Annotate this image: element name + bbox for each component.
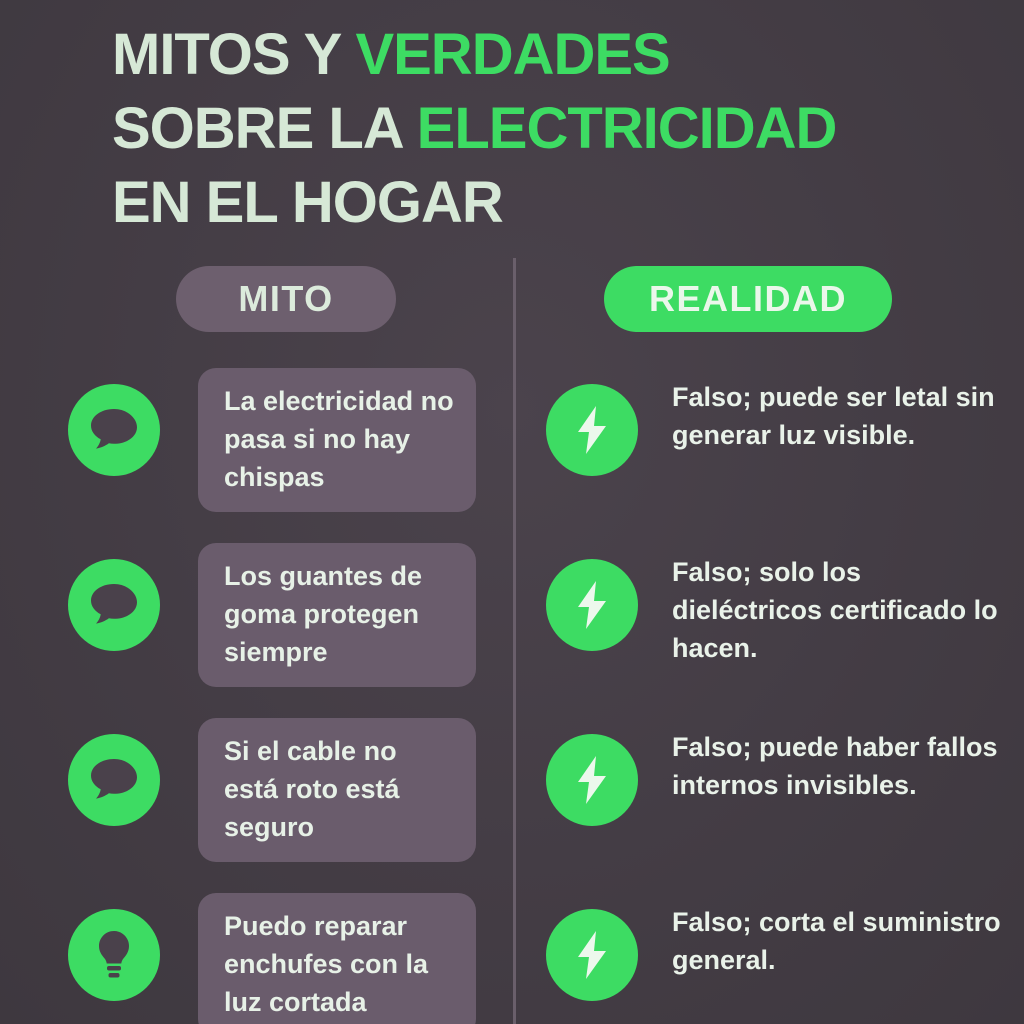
lightning-bolt-icon	[546, 559, 638, 651]
title-line-1-highlight: VERDADES	[355, 22, 670, 87]
light-bulb-icon	[68, 909, 160, 1001]
title-line-2-highlight: ELECTRICIDAD	[416, 96, 837, 161]
comparison-row	[0, 885, 1024, 1024]
page-title	[112, 18, 972, 240]
myth-text: Si el cable no está roto está seguro	[224, 736, 400, 842]
comparison-row	[0, 360, 1024, 535]
speech-bubble-icon	[68, 734, 160, 826]
myth-bubble	[198, 718, 476, 862]
lightning-bolt-icon	[546, 909, 638, 1001]
reality-text: Falso; puede haber fallos internos invisibles.	[672, 732, 998, 800]
title-line-1-plain: MITOS Y	[112, 22, 356, 87]
column-header-reality: REALIDAD	[604, 266, 892, 332]
lightning-bolt-icon	[546, 734, 638, 826]
myth-text: La electricidad no pasa si no hay chispas	[224, 386, 454, 492]
comparison-row	[0, 535, 1024, 710]
title-line-3-plain: EN EL HOGAR	[112, 170, 503, 235]
reality-text: Falso; puede ser letal sin generar luz visible.	[672, 382, 995, 450]
myth-bubble	[198, 893, 476, 1024]
title-line-1	[112, 18, 972, 92]
title-line-3	[112, 166, 972, 240]
speech-bubble-icon	[68, 384, 160, 476]
myth-text: Los guantes de goma protegen siempre	[224, 561, 423, 667]
comparison-row	[0, 710, 1024, 885]
reality-text: Falso; solo los dieléctricos certificado lo hacen.	[672, 557, 998, 663]
title-line-2	[112, 92, 972, 166]
myth-bubble	[198, 368, 476, 512]
speech-bubble-icon	[68, 559, 160, 651]
myth-bubble	[198, 543, 476, 687]
reality-text: Falso; corta el suministro general.	[672, 907, 1001, 975]
title-line-2-plain: SOBRE LA	[112, 96, 417, 161]
myth-text: Puedo reparar enchufes con la luz cortada	[224, 911, 429, 1017]
lightning-bolt-icon	[546, 384, 638, 476]
column-header-myth: MITO	[176, 266, 396, 332]
